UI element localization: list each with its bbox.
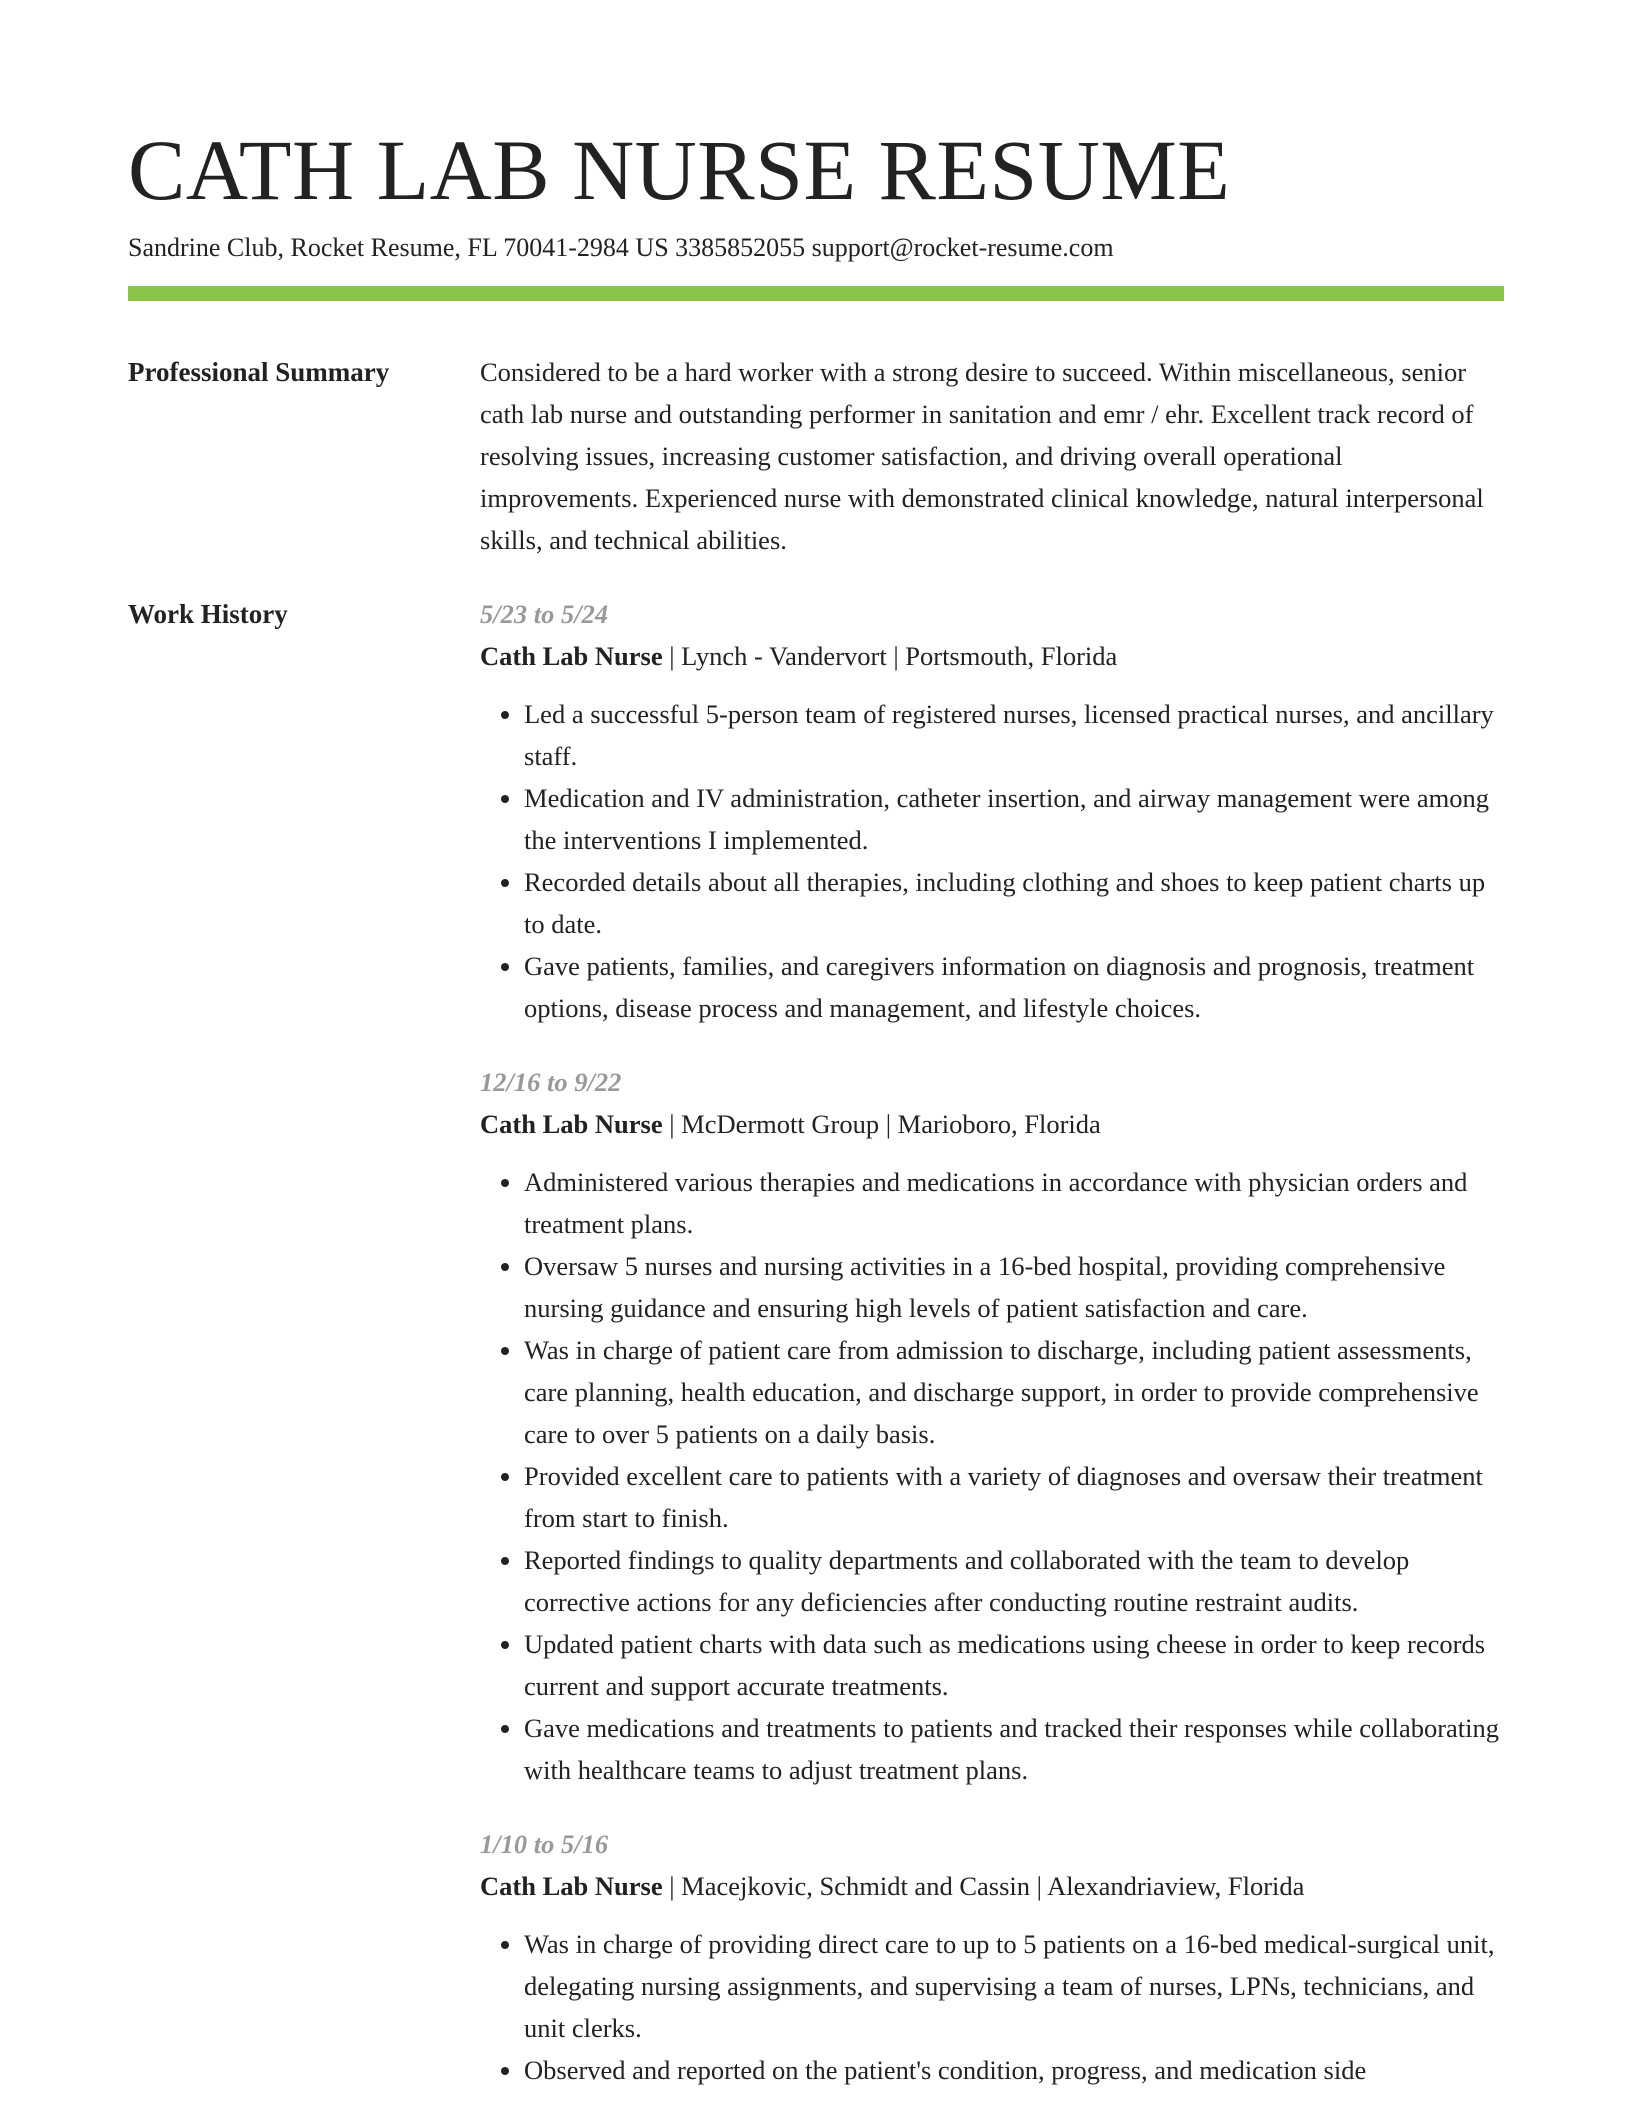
header-divider bbox=[128, 286, 1504, 301]
job-employer-location: | Macejkovic, Schmidt and Cassin | Alexandriaview, Florida bbox=[662, 1871, 1305, 1901]
job-employer-location: | Lynch - Vandervort | Portsmouth, Florida bbox=[662, 641, 1118, 671]
job-bullet: • Was in charge of providing direct care to up to 5 patients on a 16-bed medical-surgical unit, delegating nursing assignments, and supervising a team of nurses, LPNs, technicians, and unit clerks. bbox=[524, 1923, 1504, 2049]
summary-section bbox=[480, 351, 1504, 561]
job-employer-location: | McDermott Group | Marioboro, Florida bbox=[662, 1109, 1101, 1139]
job-title: Cath Lab Nurse bbox=[480, 1109, 663, 1139]
job-bullet: • Observed and reported on the patient's condition, progress, and medication side bbox=[524, 2049, 1504, 2091]
job-dates: 12/16 to 9/22 bbox=[480, 1067, 622, 1097]
job-entry bbox=[480, 1061, 1504, 1791]
job-entry bbox=[480, 593, 1504, 1029]
work-history-section bbox=[480, 593, 1504, 2091]
job-dates: 5/23 to 5/24 bbox=[480, 599, 609, 629]
job-bullet: • Updated patient charts with data such as medications using cheese in order to keep records current and support accurate treatments. bbox=[524, 1623, 1504, 1707]
job-bullet: • Gave medications and treatments to patients and tracked their responses while collaborating with healthcare teams to adjust treatment plans. bbox=[524, 1707, 1504, 1791]
job-bullet: • Reported findings to quality departments and collaborated with the team to develop corrective actions for any deficiencies after conducting routine restraint audits. bbox=[524, 1539, 1504, 1623]
job-header bbox=[480, 1865, 1504, 1907]
job-bullet: • Administered various therapies and medications in accordance with physician orders and treatment plans. bbox=[524, 1161, 1504, 1245]
work-history-label: Work History bbox=[128, 599, 288, 629]
job-bullet: • Led a successful 5-person team of registered nurses, licensed practical nurses, and ancillary staff. bbox=[524, 693, 1504, 777]
summary-text: Considered to be a hard worker with a strong desire to succeed. Within miscellaneous, senior cath lab nurse and outstanding performer in sanitation and emr / ehr. Excellent track record of resolving issues, increasing customer satisfaction, and driving overall operational improvements. Experienced nurse with demonstrated clinical knowledge, natural interpersonal skills, and technical abilities. bbox=[480, 357, 1484, 555]
job-title: Cath Lab Nurse bbox=[480, 1871, 663, 1901]
summary-label: Professional Summary bbox=[128, 357, 390, 387]
job-bullet-list bbox=[480, 1923, 1504, 2091]
job-dates: 1/10 to 5/16 bbox=[480, 1829, 609, 1859]
job-bullet: • Medication and IV administration, catheter insertion, and airway management were among the interventions I implemented. bbox=[524, 777, 1504, 861]
job-header bbox=[480, 1103, 1504, 1145]
job-bullet: • Recorded details about all therapies, including clothing and shoes to keep patient charts up to date. bbox=[524, 861, 1504, 945]
job-bullet-list bbox=[480, 693, 1504, 1029]
contact-line: Sandrine Club, Rocket Resume, FL 70041-2984 US 3385852055 support@rocket-resume.com bbox=[128, 233, 1114, 262]
job-bullet-list bbox=[480, 1161, 1504, 1791]
job-bullet: • Provided excellent care to patients with a variety of diagnoses and oversaw their treatment from start to finish. bbox=[524, 1455, 1504, 1539]
job-header bbox=[480, 635, 1504, 677]
job-title: Cath Lab Nurse bbox=[480, 641, 663, 671]
job-entry bbox=[480, 1823, 1504, 2091]
job-bullet: • Gave patients, families, and caregivers information on diagnosis and prognosis, treatment options, disease process and management, and lifestyle choices. bbox=[524, 945, 1504, 1029]
resume-title: CATH LAB NURSE RESUME bbox=[128, 122, 1231, 218]
job-bullet: • Was in charge of patient care from admission to discharge, including patient assessments, care planning, health education, and discharge support, in order to provide comprehensive care to over 5 patients on a daily basis. bbox=[524, 1329, 1504, 1455]
job-bullet: • Oversaw 5 nurses and nursing activities in a 16-bed hospital, providing comprehensive nursing guidance and ensuring high levels of patient satisfaction and care. bbox=[524, 1245, 1504, 1329]
